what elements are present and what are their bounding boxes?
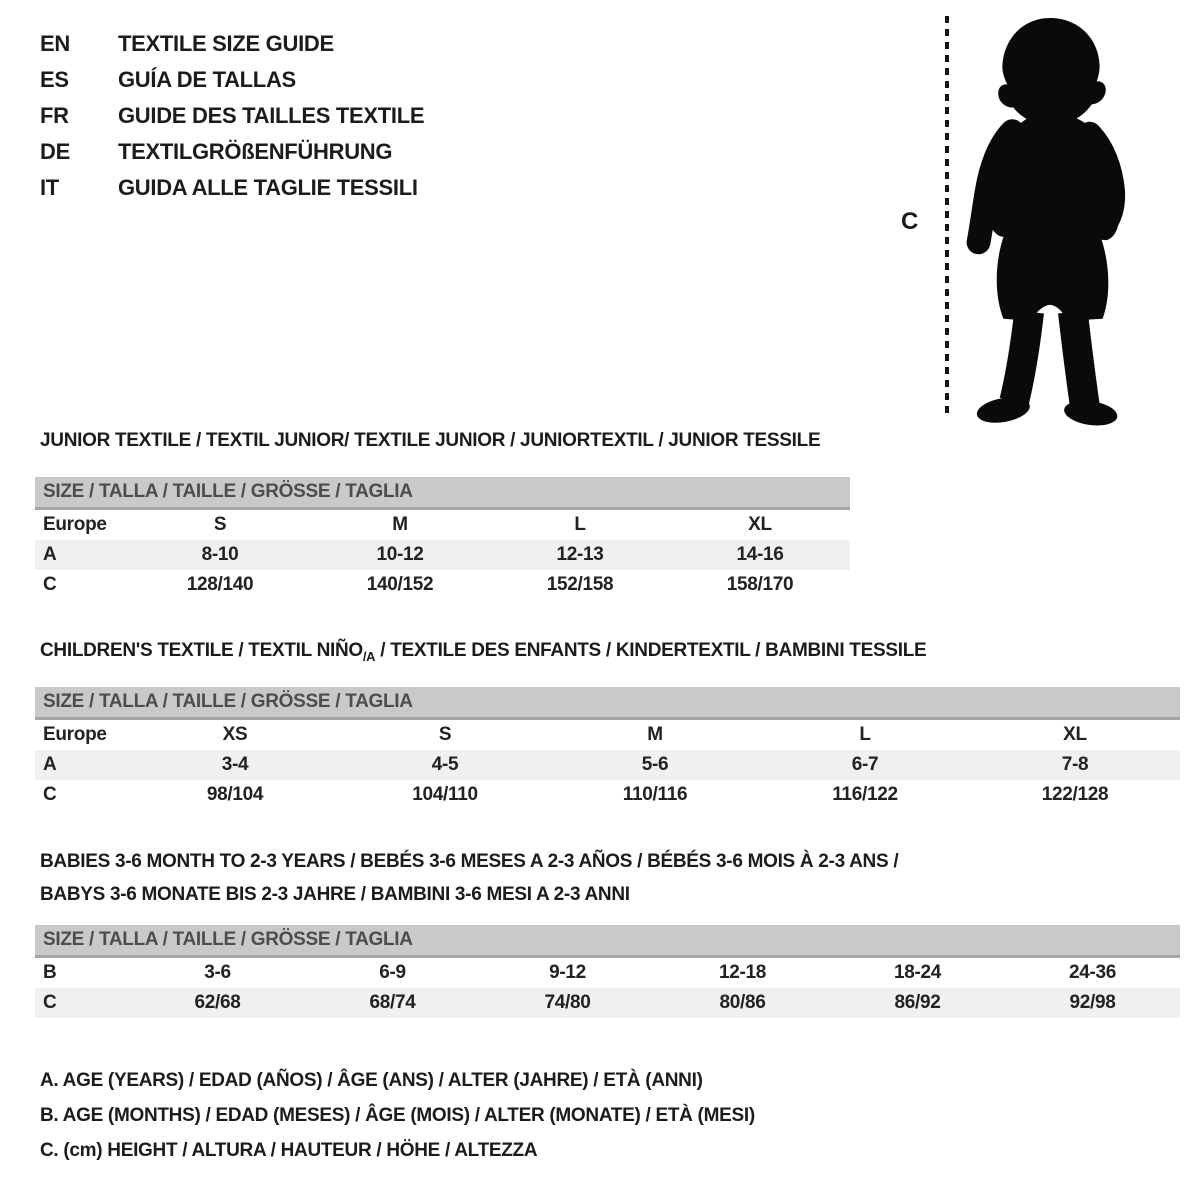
junior-section-heading: JUNIOR TEXTILE / TEXTIL JUNIOR/ TEXTILE JUNIOR / JUNIORTEXTIL / JUNIOR TESSILE — [40, 430, 821, 451]
junior-size-table — [35, 477, 850, 600]
table-cell: 122/128 — [1041, 784, 1109, 805]
table-cell: L — [859, 724, 871, 745]
table-cell: S — [213, 514, 227, 535]
table-cell: 116/122 — [832, 784, 898, 805]
language-title: GUIDA ALLE TAGLIE TESSILI — [118, 175, 418, 200]
table-cell: 92/98 — [1069, 992, 1116, 1013]
babies-size-table — [35, 925, 1180, 1018]
table-cell: 4-5 — [431, 754, 459, 775]
table-cell: 10-12 — [376, 544, 424, 565]
language-code: EN — [40, 31, 70, 56]
table-cell: XS — [222, 724, 248, 745]
table-cell: 8-10 — [201, 544, 239, 565]
table-cell: 98/104 — [206, 784, 264, 805]
size-header-bar: SIZE / TALLA / TAILLE / GRÖSSE / TAGLIA — [35, 687, 1180, 720]
height-measure-dashed-line — [945, 16, 949, 416]
size-header-bar: SIZE / TALLA / TAILLE / GRÖSSE / TAGLIA — [35, 477, 850, 510]
language-row-en — [40, 26, 424, 62]
language-row-de — [40, 134, 424, 170]
table-row-age-months — [35, 958, 1180, 988]
table-cell: 3-4 — [221, 754, 249, 775]
table-cell: 74/80 — [544, 992, 591, 1013]
table-cell: 14-16 — [736, 544, 784, 565]
legend — [40, 1063, 755, 1168]
table-row-height — [35, 780, 1180, 810]
language-list — [40, 26, 424, 206]
row-label: C — [43, 574, 57, 595]
size-header-bar: SIZE / TALLA / TAILLE / GRÖSSE / TAGLIA — [35, 925, 1180, 958]
table-cell: 24-36 — [1068, 962, 1117, 983]
language-row-fr — [40, 98, 424, 134]
table-cell: 128/140 — [186, 574, 254, 595]
language-title: TEXTILGRÖßENFÜHRUNG — [118, 139, 393, 164]
table-cell: 5-6 — [641, 754, 669, 775]
table-row-height — [35, 570, 850, 600]
language-code: ES — [40, 67, 69, 92]
legend-line-b: B. AGE (MONTHS) / EDAD (MESES) / ÂGE (MOIS) / ALTER (MONATE) / ETÀ (MESI) — [40, 1105, 755, 1126]
table-row-europe — [35, 510, 850, 540]
row-label: C — [43, 784, 57, 805]
table-row-height — [35, 988, 1180, 1018]
table-cell: 104/110 — [412, 784, 478, 805]
table-cell: 140/152 — [366, 574, 434, 595]
table-cell: 110/116 — [622, 784, 688, 805]
table-cell: M — [392, 514, 408, 535]
legend-line-a: A. AGE (YEARS) / EDAD (AÑOS) / ÂGE (ANS) / ALTER (JAHRE) / ETÀ (ANNI) — [40, 1070, 703, 1091]
language-code: FR — [40, 103, 69, 128]
table-cell: 6-7 — [851, 754, 879, 775]
table-cell: M — [647, 724, 663, 745]
language-title: GUÍA DE TALLAS — [118, 67, 296, 92]
row-label: A — [43, 544, 57, 565]
language-title: TEXTILE SIZE GUIDE — [118, 31, 334, 56]
language-row-it — [40, 170, 424, 206]
table-row-age — [35, 540, 850, 570]
table-cell: 12-13 — [556, 544, 604, 565]
height-measure-label: C — [901, 208, 919, 235]
table-cell: XL — [1063, 724, 1087, 745]
babies-heading-line2: BABYS 3-6 MONATE BIS 2-3 JAHRE / BAMBINI 3-6 MESI A 2-3 ANNI — [40, 884, 630, 905]
table-cell: 7-8 — [1061, 754, 1089, 775]
language-row-es — [40, 62, 424, 98]
language-code: IT — [40, 175, 59, 200]
children-heading-suffix: / TEXTILE DES ENFANTS / KINDERTEXTIL / BAMBINI TESSILE — [375, 640, 927, 661]
children-heading-prefix: CHILDREN'S TEXTILE / TEXTIL NIÑO — [40, 640, 363, 661]
row-label: Europe — [43, 724, 107, 745]
table-cell: 158/170 — [726, 574, 794, 595]
children-size-table — [35, 687, 1180, 810]
table-cell: 62/68 — [194, 992, 241, 1013]
row-label: B — [43, 962, 57, 983]
table-cell: S — [438, 724, 452, 745]
table-row-europe — [35, 720, 1180, 750]
children-heading-sub: /A — [362, 648, 376, 664]
language-title: GUIDE DES TAILLES TEXTILE — [118, 103, 425, 128]
legend-line-c: C. (cm) HEIGHT / ALTURA / HAUTEUR / HÖHE / ALTEZZA — [40, 1140, 538, 1161]
table-cell: 80/86 — [719, 992, 766, 1013]
babies-section-heading — [40, 845, 898, 911]
row-label: A — [43, 754, 57, 775]
table-cell: 18-24 — [893, 962, 942, 983]
table-cell: 9-12 — [549, 962, 586, 983]
table-cell: 152/158 — [546, 574, 614, 595]
table-cell: XL — [748, 514, 772, 535]
table-cell: 86/92 — [894, 992, 941, 1013]
toddler-silhouette — [966, 14, 1136, 426]
table-cell: L — [574, 514, 586, 535]
row-label: C — [43, 992, 57, 1013]
table-cell: 12-18 — [718, 962, 767, 983]
table-row-age — [35, 750, 1180, 780]
table-cell: 68/74 — [369, 992, 416, 1013]
row-label: Europe — [43, 514, 107, 535]
table-cell: 3-6 — [204, 962, 231, 983]
children-section-heading — [40, 640, 926, 664]
language-code: DE — [40, 139, 70, 164]
table-cell: 6-9 — [379, 962, 406, 983]
babies-heading-line1: BABIES 3-6 MONTH TO 2-3 YEARS / BEBÉS 3-6 MESES A 2-3 AÑOS / BÉBÉS 3-6 MOIS À 2-3 ANS / — [40, 851, 899, 872]
